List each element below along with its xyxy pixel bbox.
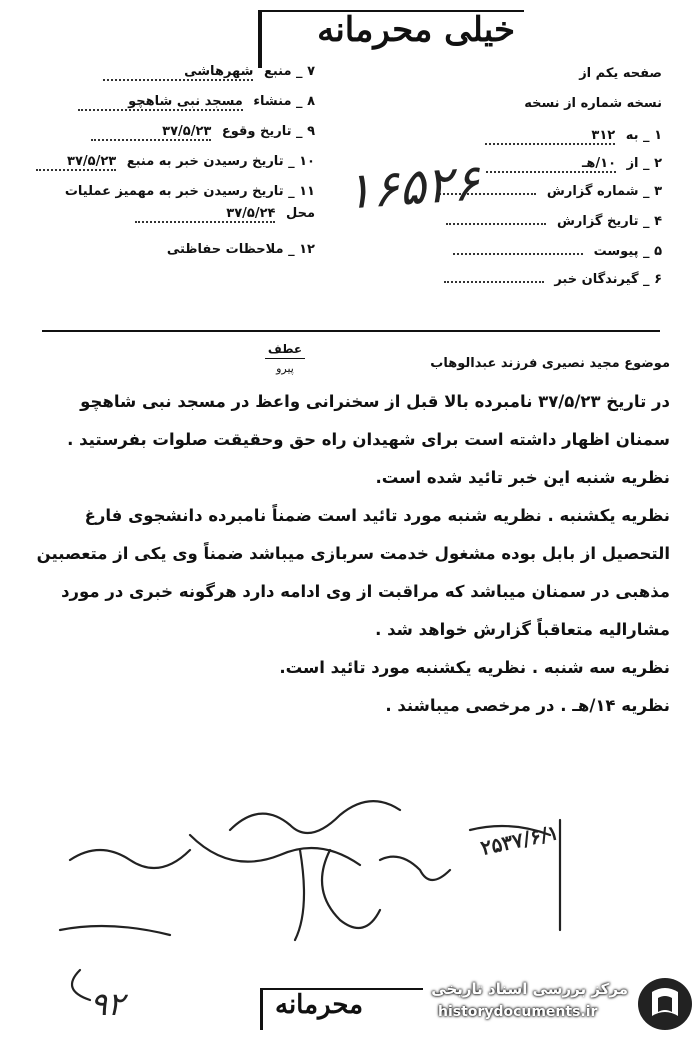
signature-stroke xyxy=(322,850,380,928)
header-from-value: ۱۰/هـ xyxy=(486,156,616,173)
header-occurrence-date xyxy=(50,124,315,141)
signature-stroke xyxy=(230,801,400,833)
peyro-label: پیرو xyxy=(276,362,294,375)
body-line: مشارالیه متعاقباً گزارش خواهد شد . xyxy=(375,620,670,639)
header-report-date xyxy=(400,214,662,229)
header-origin-label: ۸ _ منشاء xyxy=(253,94,315,109)
signature-stroke xyxy=(60,926,170,935)
header-source-label: ۷ _ منبع xyxy=(263,64,315,79)
signature-stroke xyxy=(70,850,190,868)
header-attachment-value xyxy=(453,253,583,255)
body-line: نظریه یکشنبه . نظریه شنبه مورد تائید است ضمناً نامبرده دانشجوی فارغ xyxy=(84,506,670,525)
page-number: ۹۲ xyxy=(90,985,125,1023)
signature-stroke xyxy=(72,970,90,1000)
watermark-name: مرکز بررسی اسناد تاریخی xyxy=(431,980,628,998)
header-report-date-label: ۴ _ تاریخ گزارش xyxy=(556,214,662,229)
header-source-receipt-date-label: ۱۰ _ تاریخ رسیدن خبر به منبع xyxy=(126,154,315,169)
header-origin-value: مسجد نبی شاهچو xyxy=(78,94,243,111)
body-line: در تاریخ ۳۷/۵/۲۳ نامبرده بالا قبل از سخنرانی واعظ در مسجد نبی شاهچو xyxy=(80,392,670,411)
header-copy xyxy=(400,96,662,111)
header-from-label: ۲ _ از xyxy=(626,156,662,171)
signature-stroke xyxy=(380,857,450,880)
header-source xyxy=(50,64,315,81)
signature-stroke xyxy=(295,850,304,940)
header-origin xyxy=(50,94,315,111)
body-line: التحصیل از بابل بوده مشغول خدمت سربازی میباشد ضمناً وی یکی از متعصبین xyxy=(36,544,670,563)
header-to xyxy=(400,128,662,145)
header-source-receipt-date xyxy=(10,154,315,171)
bottom-classification-stamp: محرمانه xyxy=(275,990,364,1020)
header-attachment-label: ۵ _ پیوست xyxy=(593,244,662,259)
header-report-number-label: ۳ _ شماره گزارش xyxy=(546,184,662,199)
watermark-url[interactable]: historydocuments.ir xyxy=(438,1004,598,1020)
header-report-date-value xyxy=(446,223,546,225)
header-source-receipt-date-value: ۳۷/۵/۲۳ xyxy=(36,154,116,171)
handwritten-file-number: ۱۶۵۲۶ xyxy=(343,153,482,221)
header-recipients-value xyxy=(444,281,544,283)
body-line: نظریه شنبه این خبر تائید شده است. xyxy=(375,468,670,487)
header-copy-value: از نسخه xyxy=(524,96,577,111)
subject-line: موضوع مجید نصیری فرزند عبدالوهاب xyxy=(430,356,670,371)
header-page xyxy=(400,66,662,81)
date-stamp: ۲۵۳۷/۶/۱ xyxy=(478,820,561,860)
header-security-notes-label: ۱۲ _ ملاحظات حفاظتی xyxy=(166,242,315,257)
body-line: سمنان اظهار داشته است برای شهیدان راه حق وحقیقت صلوات بفرستید . xyxy=(67,430,670,449)
header-to-value: ۳۱۲ xyxy=(485,128,615,145)
header-copy-label: نسخه شماره xyxy=(580,96,662,111)
header-page-label: صفحه یکم از xyxy=(579,66,662,81)
header-location-label: محل xyxy=(285,206,315,221)
header-location xyxy=(50,206,315,223)
header-divider xyxy=(42,330,660,332)
header-to-label: ۱ _ به xyxy=(625,128,662,143)
header-source-value: شهرهاشی xyxy=(103,64,253,81)
header-recipients xyxy=(400,272,662,287)
header-attachment xyxy=(400,244,662,259)
body-line: مذهبی در سمنان میباشد که مراقبت از وی ادامه دارد هرگونه خبری در مورد xyxy=(61,582,670,601)
signature-stroke xyxy=(190,835,360,865)
header-ops-receipt-date xyxy=(50,184,315,199)
archive-logo-icon xyxy=(638,978,692,1030)
reference-box xyxy=(265,342,305,375)
header-occurrence-date-value: ۳۷/۵/۲۳ xyxy=(91,124,211,141)
body-line: نظریه ۱۴/هـ . در مرخصی میباشند . xyxy=(385,696,670,715)
classification-stamp: خیلی محرمانه xyxy=(317,10,515,50)
header-ops-receipt-date-value: ۳۷/۵/۲۴ xyxy=(135,206,275,223)
header-security-notes xyxy=(50,242,315,257)
header-occurrence-date-label: ۹ _ تاریخ وقوع xyxy=(221,124,315,139)
body-line: نظریه سه شنبه . نظریه یکشنبه مورد تائید است. xyxy=(279,658,670,677)
header-ops-receipt-date-label: ۱۱ _ تاریخ رسیدن خبر به مهمیز عملیات xyxy=(64,184,315,199)
atf-label: عطف xyxy=(265,342,305,359)
header-recipients-label: ۶ _ گیرندگان خبر xyxy=(554,272,662,287)
report-body xyxy=(8,392,670,734)
